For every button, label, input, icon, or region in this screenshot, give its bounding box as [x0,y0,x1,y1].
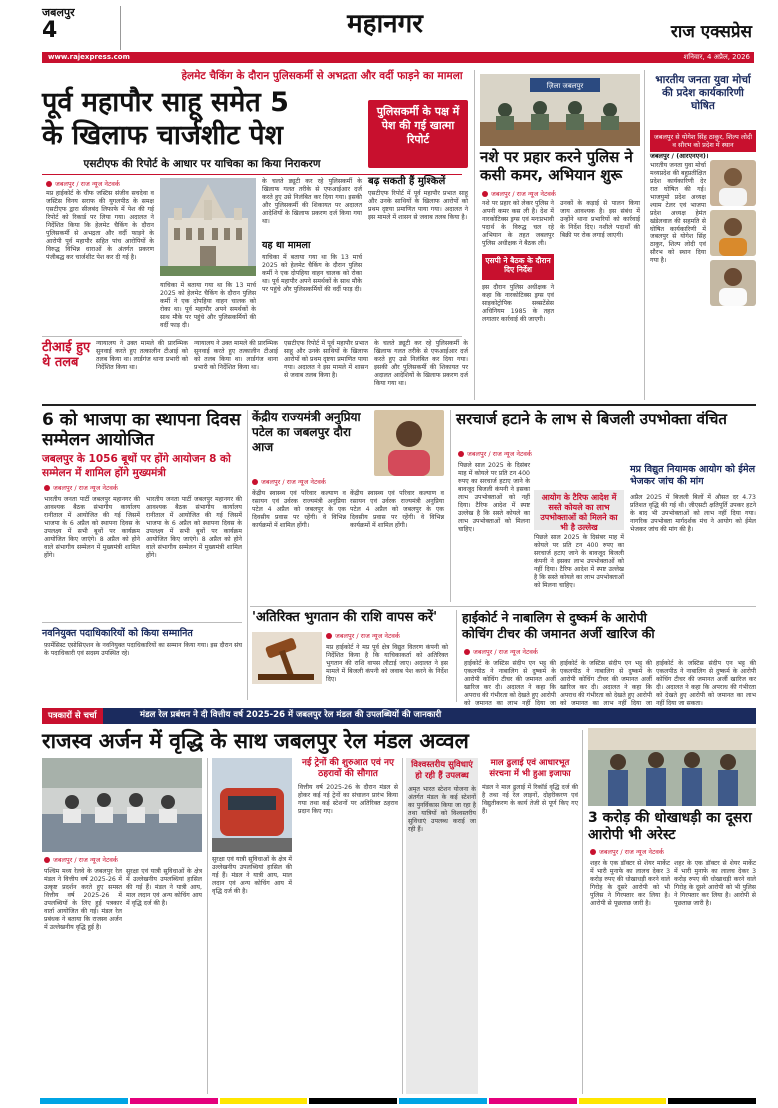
bjp-body-col1: भारतीय जनता पार्टी जबलपुर महानगर की आवश्यक बैठक संभागीय कार्यालय रानीताल में आयोजित की गई जिसमें भाजपा के 6 अप्रैल को स्थापना दिवस के उपलक्ष्य में सभी बूथों पर कार्यक्रम आयोजित किए जाएंगे। 8 अप्रैल को होने वाले संभागीय सम्मेलन में मुख्यमंत्री शामिल होंगे। [44,496,140,559]
bjp-body-col2: भारतीय जनता पार्टी जबलपुर महानगर की आवश्यक बैठक संभागीय कार्यालय रानीताल में आयोजित की गई जिसमें भाजपा के 6 अप्रैल को स्थापना दिवस के उपलक्ष्य में सभी बूथों पर कार्यक्रम आयोजित किए जाएंगे। 8 अप्रैल को होने वाले संभागीय सम्मेलन में मुख्यमंत्री शामिल होंगे। [146,496,242,559]
yuva-body: भारतीय जनता युवा मोर्चा मध्यप्रदेश की बहुप्रतीक्षित प्रदेश कार्यकारिणी देर रात घोषित की गई। भाजयुमो प्रदेश अध्यक्ष श्याम टेलर एवं भाजपा प्रदेश अध्यक्ष हेमंत खंडेलवाल की सहमति से घोषित कार्यकारिणी में जबलपुर से योगेश सिंह ठाकुर, शिल्प लोदी एवं सौरभ को स्थान दिया गया है। [650,162,706,265]
bjp-headline: 6 को भाजपा का स्थापना दिवस सम्मेलन आयोजित [42,410,241,450]
lead-headline-line1: पूर्व महापौर साहू समेत 5 [42,87,289,118]
yuva-caption: जबलपुर से योगेश सिंह ठाकुर, शिल्प लोदी व सौरभ को प्रदेश में स्थान [650,130,756,152]
gavel-image [252,632,322,684]
minister-body-col1: केंद्रीय स्वास्थ्य एवं परिवार कल्याण व रसायन एवं उर्वरक राज्यमंत्री अनुप्रिया पटेल 4 अप्रैल को जबलपुर के एक दिवसीय प्रवास पर रहेंगी। वे विभिन्न कार्यक्रमों में शामिल होंगी। [252,490,346,529]
pharmacist-body: फ़ार्मेसिस्ट एसोसिएशन के नवनियुक्त पदाधिकारियों का सम्मान किया गया। इस दौरान संघ के पदाधिकारी एवं सदस्य उपस्थित रहे। [44,642,242,657]
lead-body-lower4: के चलते ड्यूटी कर रहे पुलिसकर्मी के खिलाफ गलत तरीके से एफआईआर दर्ज करते हुए उसे निलंबित कर दिया गया। इसकी और पुलिसकर्मी की शिकायत पर अदालत आदेशियों के खिलाफ प्रकरण दर्ज किया गया था। [374,340,468,387]
rail-box1-body: वित्तीय वर्ष 2025-26 के दौरान मंडल से होकर कई नई ट्रेनों का संचालन प्रारंभ किया गया तथा कई स्टेशनों पर अतिरिक्त ठहराव प्रदान किए गए। [298,784,398,815]
rail-box3-title: माल ढुलाई एवं आधारभूत संरचना में भी हुआ इजाफा [489,758,571,779]
masthead-city: जबलपुर [42,6,75,19]
column-divider [207,758,208,1094]
surcharge-byline: जबलपुर / राज न्यूज नेटवर्क [458,450,532,458]
bjp-deck: जबलपुर के 1056 बूथों पर होंगे आयोजन 8 को सम्मेलन में शामिल होंगे मुख्यमंत्री [42,453,231,479]
rail-headline: राजस्व अर्जन में वृद्धि के साथ जबलपुर रेल मंडल अव्वल [42,729,469,753]
fraud-accused-photo [588,728,756,806]
police-meeting-photo [480,74,640,146]
surcharge-body-col2: पिछले साल 2025 के दिसंबर माह में कोयले पर प्रति टन 400 रुपए का सरचार्ज हटाए जाने के बावजूद बिजली कंपनी ने इसका लाभ उपभोक्ताओं को नहीं दिया। टैरिफ आदेश में स्पष्ट उल्लेख है कि सस्ते कोयले का लाभ उपभोक्ताओं को मिलना चाहिए। [534,534,624,589]
yuva-portrait-1 [710,160,756,206]
lead-headline-line2: के खिलाफ चार्जशीट पेश [42,120,283,151]
surcharge-side-headline: मप्र विद्युत नियामक आयोग को ईमेल भेजकर जांच की मांग [630,464,756,487]
minister-body-col2: केंद्रीय स्वास्थ्य एवं परिवार कल्याण व रसायन एवं उर्वरक राज्यमंत्री अनुप्रिया पटेल 4 अप्रैल को जबलपुर के एक दिवसीय प्रवास पर रहेंगी। वे विभिन्न कार्यक्रमों में शामिल होंगी। [350,490,444,529]
lead-body-col1: मप्र हाईकोर्ट के चीफ जस्टिस संजीव सचदेवा व जस्टिस विनय सराफ की युगलपीठ के समक्ष एसटीएफ द्वारा सीलबंद लिफाफे में पेश की गई रिपोर्ट को रिकार्ड पर लिया गया। अदालत ने निर्देशित किया कि हेलमेट चैकिंग के दौरान पुलिसकर्मी से अभद्रता और वर्दी फाड़ने के आरोपी पूर्व महापौर सहित पांच आरोपियों के विरुद्ध विभिन्न धाराओं के अंतर्गत प्रकरण पंजीबद्ध कर चार्जशीट पेश कर दी गई है। [46,190,154,261]
masthead-divider [120,6,121,50]
paper-name: राज एक्सप्रेस [670,22,752,42]
rail-kicker-tag: पत्रकारों से चर्चा [42,708,103,724]
lead-subhead-what-was: यह था मामला [262,240,311,251]
fraud-body-col2: शहर के एक डॉक्टर से शेयर मार्केट में भारी मुनाफे का लालच देकर 3 करोड़ रुपए की धोखाधड़ी करने वाले गिरोह के दूसरे आरोपी को भी पुलिस ने गिरफ्तार कर लिया है। आरोपी से पूछताछ जारी है। [674,860,756,907]
page-number: 4 [42,17,58,43]
column-divider [402,758,403,1094]
bail-body-col2: हाईकोर्ट के जस्टिस संदीप एन भट्ट की एकलपीठ ने नाबालिग से दुष्कर्म के आरोपी कोचिंग टीचर की जमानत अर्जी खारिज कर दी। अदालत ने कहा कि अपराध की गंभीरता को देखते हुए आरोपी को जमानत का लाभ नहीं दिया जा [560,660,652,707]
bail-body-col3: हाईकोर्ट के जस्टिस संदीप एन भट्ट की एकलपीठ ने नाबालिग से दुष्कर्म के आरोपी कोचिंग टीचर की जमानत अर्जी खारिज कर दी। अदालत ने कहा कि अपराध की गंभीरता को देखते हुए आरोपी को जमानत का लाभ नहीं दिया जा सकता। [656,660,756,707]
bail-headline-line2: कोचिंग टीचर की जमानत अर्जी खारिज की [462,626,655,641]
lead-body-lower1: न्यायालय ने उक्त मामले की प्रारम्भिक सुनवाई करते हुए तत्कालीन टीआई को तलब किया था। लार्डगंज थाना प्रभारी को निर्देशित किया था। [96,340,188,371]
bail-byline: जबलपुर / राज न्यूज नेटवर्क [464,648,538,656]
yuva-title: भारतीय जनता युवा मोर्चा की प्रदेश कार्यकारिणी घोषित [655,74,751,112]
lead-subhead-trouble: बढ़ सकती हैं मुश्किलें [368,176,446,187]
minister-headline: केंद्रीय राज्यमंत्री अनुप्रिया पटेल का जबलपुर दौरा आज [252,410,361,454]
surcharge-body-col1: पिछले साल 2025 के दिसंबर माह में कोयले पर प्रति टन 400 रुपए का सरचार्ज हटाए जाने के बावजूद बिजली कंपनी ने इसका लाभ उपभोक्ताओं को नहीं दिया। टैरिफ आदेश में स्पष्ट उल्लेख है कि सस्ते कोयले का लाभ उपभोक्ताओं को मिलना चाहिए। [458,462,530,533]
surcharge-side-body: अप्रैल 2025 में बिजली बिलों में औसत दर 4.73 प्रतिशत वृद्धि की गई थी। जीएसटी क्षतिपूर्ति उपकर हटने के बाद भी उपभोक्ताओं को लाभ नहीं दिया गया। नागरिक उपभोक्ता मार्गदर्शक मंच ने आयोग को ईमेल भेजकर जांच की मांग की है। [630,494,756,533]
masthead-city-block [42,6,102,42]
rail-train-photo [212,758,292,852]
section-title: महानगर [347,9,423,39]
rail-box3-body: मंडल ने माल ढुलाई में रिकॉर्ड वृद्धि दर्ज की है तथा नई रेल लाइनों, दोहरीकरण एवं विद्युतीकरण के कार्य तेजी से पूर्ण किए गए हैं। [482,784,578,815]
refund-body-col1: मप्र हाईकोर्ट ने मप्र पूर्व क्षेत्र विद्युत वितरण कंपनी को निर्देशित किया है कि याचिकाकर्ता को अतिरिक्त भुगतान की राशि वापस लौटाई जाए। अदालत ने इस मामले में बिजली कंपनी को जवाब पेश करने के निर्देश दिए। [326,644,448,683]
crime-body-col1b: इस दौरान पुलिस अधीक्षक ने कहा कि नारकोटिक्स ड्रग्स एवं साइकोट्रोपिक सब्सटेंसेस अधिनियम 1985 के तहत लगातार कार्रवाई की जाएगी। [482,284,554,323]
rail-box1-title: नई ट्रेनों की शुरुआत एवं नए ठहरावों की सौगात [302,758,394,779]
minister-portrait [374,410,444,476]
section-rule [42,404,756,406]
photo-board-text: ज़िला जबलपुर [546,82,584,90]
refund-headline: 'अतिरिक्त भुगतान की राशि वापस करें' [252,610,438,625]
crime-body-col2: उनकों के कड़ाई से पालन किया जाय आवश्यक है। इस संबंध में उन्होंने थाना प्रभारियों को कार्रवाई के निर्देश दिए। नशीले पदार्थों की बिक्री पर रोक लगाई जाएगी। [560,200,640,239]
yuva-portrait-3 [710,260,756,306]
fraud-byline: जबलपुर / राज न्यूज नेटवर्क [590,848,664,856]
website-url[interactable]: www.rajexpress.com [48,53,130,61]
minister-byline: जबलपुर / राज न्यूज नेटवर्क [252,478,326,486]
column-divider [644,70,645,400]
yuva-portrait-2 [710,210,756,256]
lead-deck: एसटीएफ की रिपोर्ट के आधार पर याचिका का किया निराकरण [83,158,321,170]
crime-byline: जबलपुर / राज न्यूज नेटवर्क [482,190,556,198]
lead-side-box: पुलिसकर्मी के पक्ष में पेश की गई खात्मा रिपोर्ट [368,100,468,168]
column-divider [247,410,248,700]
crime-headline: नशे पर प्रहार करने पुलिस ने कसी कमर, अभियान शुरू [480,148,633,184]
yuva-byline: जबलपुर / (आरएनएन)। [650,152,709,160]
pharmacist-headline: नवनियुक्त पदाधिकारियों को किया सम्मानित [42,628,193,639]
issue-date: शनिवार, 4 अप्रैल, 2026 [683,53,750,61]
column-divider [450,410,451,602]
rule [42,622,242,623]
lead-byline: जबलपुर / राज न्यूज नेटवर्क [46,180,120,188]
print-color-strip [40,1098,756,1104]
refund-byline: जबलपुर / राज न्यूज नेटवर्क [326,632,400,640]
lead-body-col2b: याचिका में बताया गया था कि 13 मार्च 2025 को हेलमेट चैकिंग के दौरान पुलिस कर्मी ने एक दोपहिया वाहन चालक को रोका था। पूर्व महापौर अपने समर्थकों के साथ मौके पर पहुंचे और पुलिसकर्मियों की वर्दी फाड़ दी। [160,282,256,329]
fraud-body-col1: शहर के एक डॉक्टर से शेयर मार्केट में भारी मुनाफे का लालच देकर 3 करोड़ रुपए की धोखाधड़ी करने वाले गिरोह के दूसरे आरोपी को भी पुलिस ने गिरफ्तार कर लिया है। आरोपी से पूछताछ जारी है। [590,860,670,907]
column-divider [456,610,457,702]
bail-body-col1: हाईकोर्ट के जस्टिस संदीप एन भट्ट की एकलपीठ ने नाबालिग से दुष्कर्म के आरोपी कोचिंग टीचर की जमानत अर्जी खारिज कर दी। अदालत ने कहा कि अपराध की गंभीरता को देखते हुए आरोपी को जमानत का लाभ नहीं दिया जा [464,660,556,707]
lead-quote: टीआई हुए थे तलब [42,340,91,370]
rail-body-col1: पश्चिम मध्य रेलवे के जबलपुर रेल मंडल ने वित्तीय वर्ष 2025-26 में उत्कृष्ट प्रदर्शन करते हुए समस्त वित्तीय वर्ष 2025-26 में उपलब्धियों के लिए हुई पत्रकार वार्ता आयोजित की गई। मंडल रेल प्रबंधक ने बताया कि राजस्व अर्जन में उल्लेखनीय वृद्धि हुई है। [44,868,122,931]
lead-deck-rule [42,174,462,175]
court-building-photo [160,178,256,276]
rail-body-col2: सुरक्षा एवं यात्री सुविधाओं के क्षेत्र में उल्लेखनीय उपलब्धियां हासिल की गई हैं। मंडल ने यात्री आय, माल लदान एवं अन्य कोचिंग आय में वृद्धि दर्ज की है। [126,868,202,907]
bail-headline-line1: हाईकोर्ट ने नाबालिग से दुष्कर्म के आरोपी [462,610,647,625]
lead-body-lower3: एसटीएफ रिपोर्ट में पूर्व महापौर प्रभात साहू और उनके साथियों के खिलाफ आरोपों को प्रथम दृष्टया प्रमाणित पाया गया। अदालत ने इस मामले में शासन से जवाब तलब किया है। [284,340,368,379]
rule [250,606,756,607]
column-divider [582,730,583,1094]
rail-body-col3: सुरक्षा एवं यात्री सुविधाओं के क्षेत्र में उल्लेखनीय उपलब्धियां हासिल की गई हैं। मंडल ने यात्री आय, माल लदान एवं अन्य कोचिंग आय में वृद्धि दर्ज की है। [212,856,292,895]
bail-headline [462,610,756,642]
rail-kicker: मंडल रेल प्रबंधन ने दी वित्तीय वर्ष 2025-26 में जबलपुर रेल मंडल की उपलब्धियों की जानकारी [140,710,442,720]
surcharge-box: आयोग के टैरिफ आदेश में सस्ते कोयले का लाभ उपभोक्ताओं को मिलने का भी है उल्लेख [534,490,624,530]
fraud-headline: 3 करोड़ की धोखाधड़ी का दूसरा आरोपी भी अरेस्ट [588,810,752,843]
crime-box: एसपी ने बैठक के दौरान दिए निर्देश [482,254,554,280]
crime-body-col1: नशे पर प्रहार को लेकर पुलिस ने अपनी कमर कस ली है। देश में नारकोटिक्स ड्रग्स एवं मनःप्रभावी पदार्थ के विरुद्ध चल रहे अभियान के तहत जबलपुर पुलिस अधीक्षक ने बैठक ली। [482,200,554,247]
rail-byline: जबलपुर / राज न्यूज नेटवर्क [44,856,118,864]
bjp-byline: जबलपुर / राज न्यूज नेटवर्क [44,484,118,492]
lead-body-col3: के चलते ड्यूटी कर रहे पुलिसकर्मी के खिलाफ गलत तरीके से एफआईआर दर्ज करते हुए उसे निलंबित कर दिया गया। इसकी और पुलिसकर्मी की शिकायत पर अदालत आदेशियों के खिलाफ प्रकरण दर्ज किया गया था। [262,178,362,225]
lead-kicker: हेलमेट चैकिंग के दौरान पुलिसकर्मी से अभद्रता और वर्दी फाड़ने का मामला [181,70,463,82]
column-divider [474,70,475,400]
rail-box2-body: अमृत भारत स्टेशन योजना के अंतर्गत मंडल के कई स्टेशनों का पुनर्विकास किया जा रहा है तथा यात्रियों को विश्वस्तरीय सुविधाएं उपलब्ध कराई जा रही हैं। [408,786,476,833]
surcharge-headline: सरचार्ज हटाने के लाभ से बिजली उपभोक्ता वंचित [456,410,727,428]
rail-box2-title: विश्वस्तरीय सुविधाएं हो रही हैं उपलब्ध [411,760,473,781]
rail-press-photo [42,758,202,852]
lead-lower-rule [42,336,462,337]
lead-body-lower2: न्यायालय ने उक्त मामले की प्रारम्भिक सुनवाई करते हुए तत्कालीन टीआई को तलब किया था। लार्डगंज थाना प्रभारी को निर्देशित किया था। [194,340,278,371]
lead-body-col3b: याचिका में बताया गया था कि 13 मार्च 2025 को हेलमेट चैकिंग के दौरान पुलिस कर्मी ने एक दोपहिया वाहन चालक को रोका था। पूर्व महापौर अपने समर्थकों के साथ मौके पर पहुंचे और पुलिसकर्मियों की वर्दी फाड़ दी। [262,254,362,293]
lead-body-col4: एसटीएफ रिपोर्ट में पूर्व महापौर प्रभात साहू और उनके साथियों के खिलाफ आरोपों को प्रथम दृष्टया प्रमाणित पाया गया। अदालत ने इस मामले में शासन से जवाब तलब किया है। [368,190,468,221]
